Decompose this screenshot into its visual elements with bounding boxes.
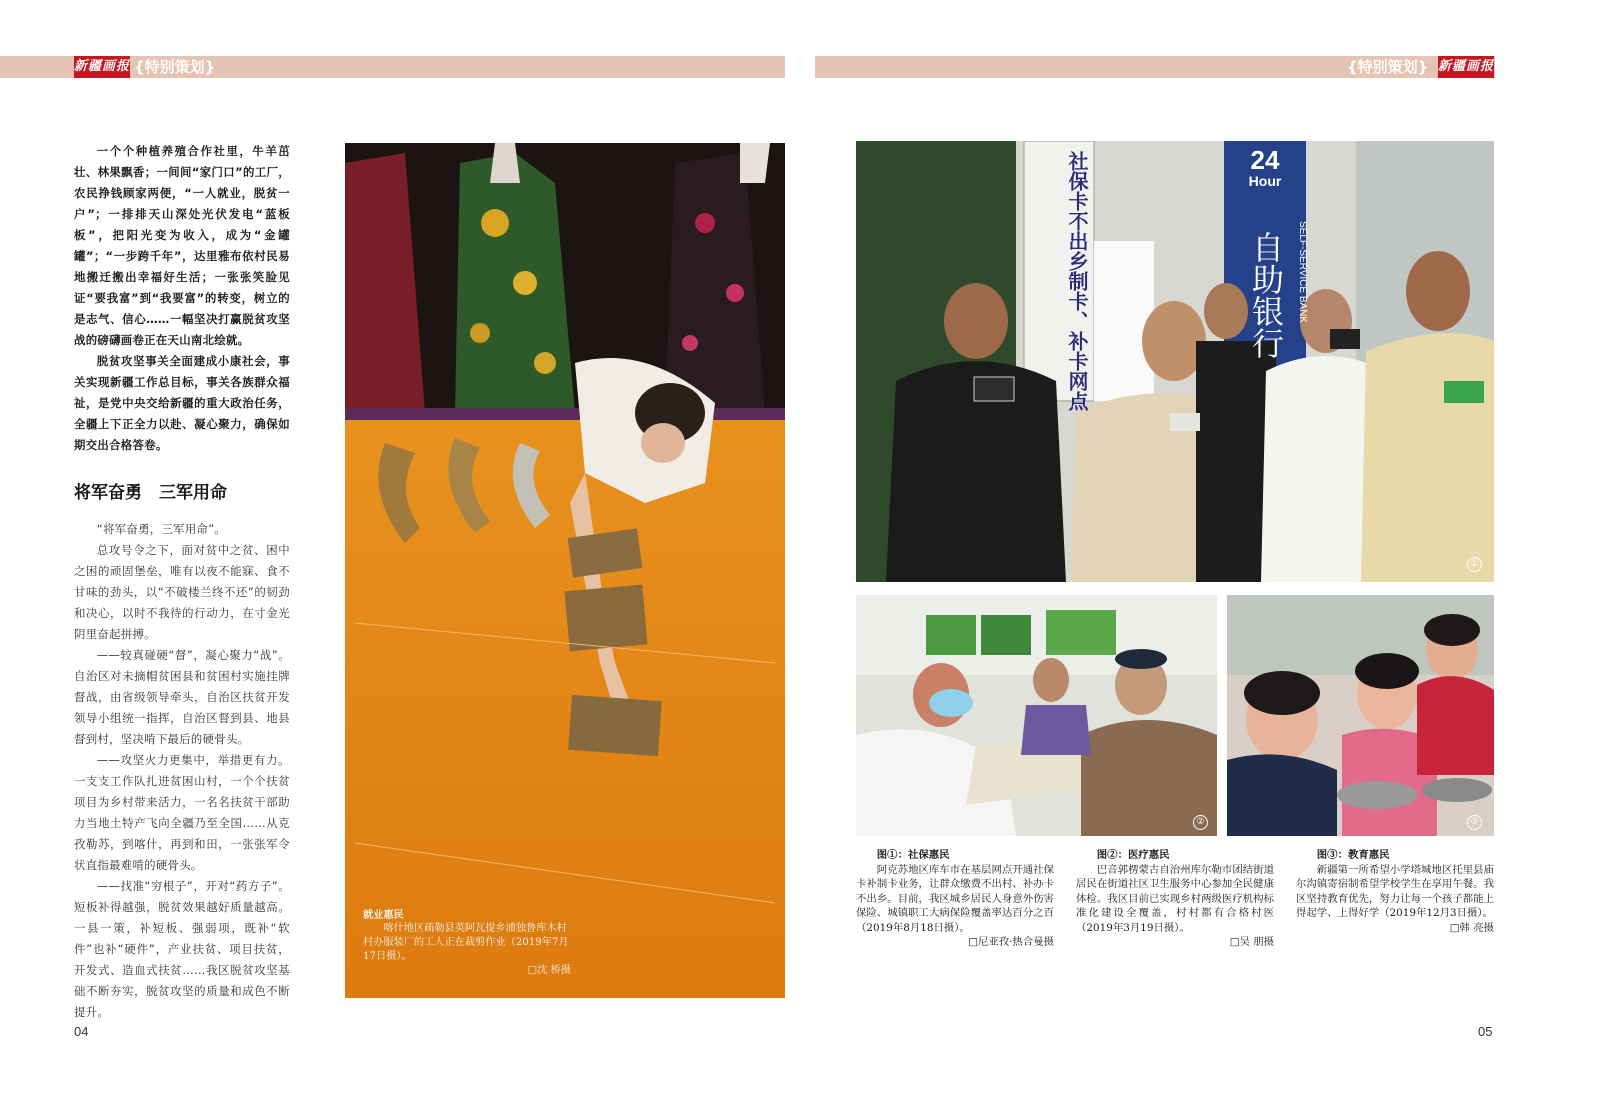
students-illustration [1227,595,1494,836]
caption-title: 图①：社保惠民 [876,849,950,861]
caption-title: 图②：医疗惠民 [1096,849,1170,861]
body-paragraph: ——找准“穷根子”，开对“药方子”。短板补得越强，脱贫效果越好质量越高。一县一策，补短板、强弱项，既补“软件”也补“硬件”，产业扶贫、项目扶贫，开发式、造血式扶贫……我区脱贫攻坚基础不断夯实，脱贫攻坚的质量和成色不断提升。 [74,879,290,1019]
photo-badge-1: ① [1467,557,1482,572]
magazine-logo-left: 新疆画报 [74,56,130,78]
main-caption-credit: □沈 桥摄 [527,965,571,976]
bank-sign [1228,147,1302,395]
bank-hour: 24 [1250,145,1280,175]
body-paragraph: ——较真碰硬“督”，凝心聚力“战”。自治区对未摘帽贫困县和贫困村实施挂牌督战，由省级领导牵头，自治区扶贫开发领导小组统一指挥，自治区督到县、地县督到村，坚决啃下最后的硬骨头。 [74,648,290,746]
caption-credit: □尼亚孜·热合曼摄 [968,936,1054,948]
main-caption-title: 就业惠民 [363,909,404,921]
main-caption-text: 喀什地区疏勒县英阿瓦提乡浦独鲁库木村村办服装厂的工人正在裁剪作业（2019年7月17日摄）。 [363,923,569,962]
bank-text: 自助银行 [1247,231,1285,359]
body-paragraph: ——攻坚火力更集中，举措更有力。一支支工作队扎进贫困山村，一个个扶贫项目为乡村带来活力，一名名扶贫干部助力当地土特产飞向全疆乃至全国……从克孜勒苏，到喀什，再到和田，一张张军令状直指最难啃的硬骨头。 [74,753,290,872]
section-label-left: {特别策划} [134,58,216,76]
section-heading: 将军奋勇 三军用命 [74,483,227,503]
photo-badge-2: ② [1193,815,1208,830]
workshop-illustration [345,143,785,998]
intro-text [74,141,290,456]
page-number-left: 04 [74,1024,89,1039]
banner-text: 社保卡不出乡制卡、补卡网点 [1065,151,1089,411]
photo-social-security [856,141,1494,582]
section-label-right: {特别策划} [1347,58,1429,76]
social-security-illustration [856,141,1494,582]
caption-medical [1076,848,1274,950]
photo-garment-workshop [345,143,785,998]
caption-title: 图③：教育惠民 [1316,849,1390,861]
bank-hour-label: Hour [1248,173,1282,189]
caption-text: 新疆第一所希望小学塔城地区托里县庙尔沟镇寄宿制希望学校学生在享用午餐。我区坚持教育优先，努力让每一个孩子都能上得起学、上得好学（2019年12月3日摄）。 [1296,863,1494,919]
body-paragraph: 总攻号令之下，面对贫中之贫、困中之困的顽固堡垒，唯有以夜不能寐、食不甘味的劲头，以“不破楼兰终不还”的韧劲和决心，以时不我待的行动力，在寸金光阴里奋起拼搏。 [74,543,290,641]
page-number-right: 05 [1478,1024,1493,1039]
caption-social-security [856,848,1054,950]
caption-education [1296,848,1494,935]
main-photo-caption [363,908,571,978]
photo-badge-3: ③ [1467,815,1482,830]
magazine-logo-right: 新疆画报 [1438,56,1494,78]
intro-paragraph: 脱贫攻坚事关全面建成小康社会，事关实现新疆工作总目标，事关各族群众福祉，是党中央交给新疆的重大政治任务，全疆上下正全力以赴、凝心聚力，确保如期交出合格答卷。 [74,354,290,452]
bank-english-text: SELF-SERVICE BANK [1297,221,1308,324]
photo-medical-checkup [856,595,1217,836]
intro-paragraph: 一个个种植养殖合作社里，牛羊茁壮、林果飘香；一间间“家门口”的工厂，农民挣钱顾家两便，“一人就业，脱贫一户”；一排排天山深处光伏发电“蓝板板”，把阳光变为收入，成为“金罐罐”；“一步跨千年”，达里雅布依村民易地搬迁搬出幸福好生活；一张张笑脸见证“要我富”到“我要富”的转变，树立的是志气、信心……一幅坚决打赢脱贫攻坚战的磅礴画卷正在天山南北绘就。 [74,144,290,347]
caption-text: 巴音郭楞蒙古自治州库尔勒市团结街道居民在街道社区卫生服务中心参加全民健康体检。我区目前已实现乡村两级医疗机构标准化建设全覆盖，村村都有合格村医（2019年3月19日摄）。 [1076,863,1274,934]
caption-text: 阿克苏地区库车市在基层网点开通社保卡补制卡业务，让群众缴费不出村、补办卡不出乡。目前，我区城乡居民人身意外伤害保险、城镇职工大病保险覆盖率达百分之百（2019年8月18日摄）。 [856,863,1054,934]
body-text [74,519,290,1023]
caption-credit: □韩 亮摄 [1449,921,1494,934]
photo-students-lunch [1227,595,1494,836]
caption-credit: □吴 朋摄 [1229,936,1274,948]
body-paragraph: “将军奋勇，三军用命”。 [96,522,227,536]
medical-illustration [856,595,1217,836]
